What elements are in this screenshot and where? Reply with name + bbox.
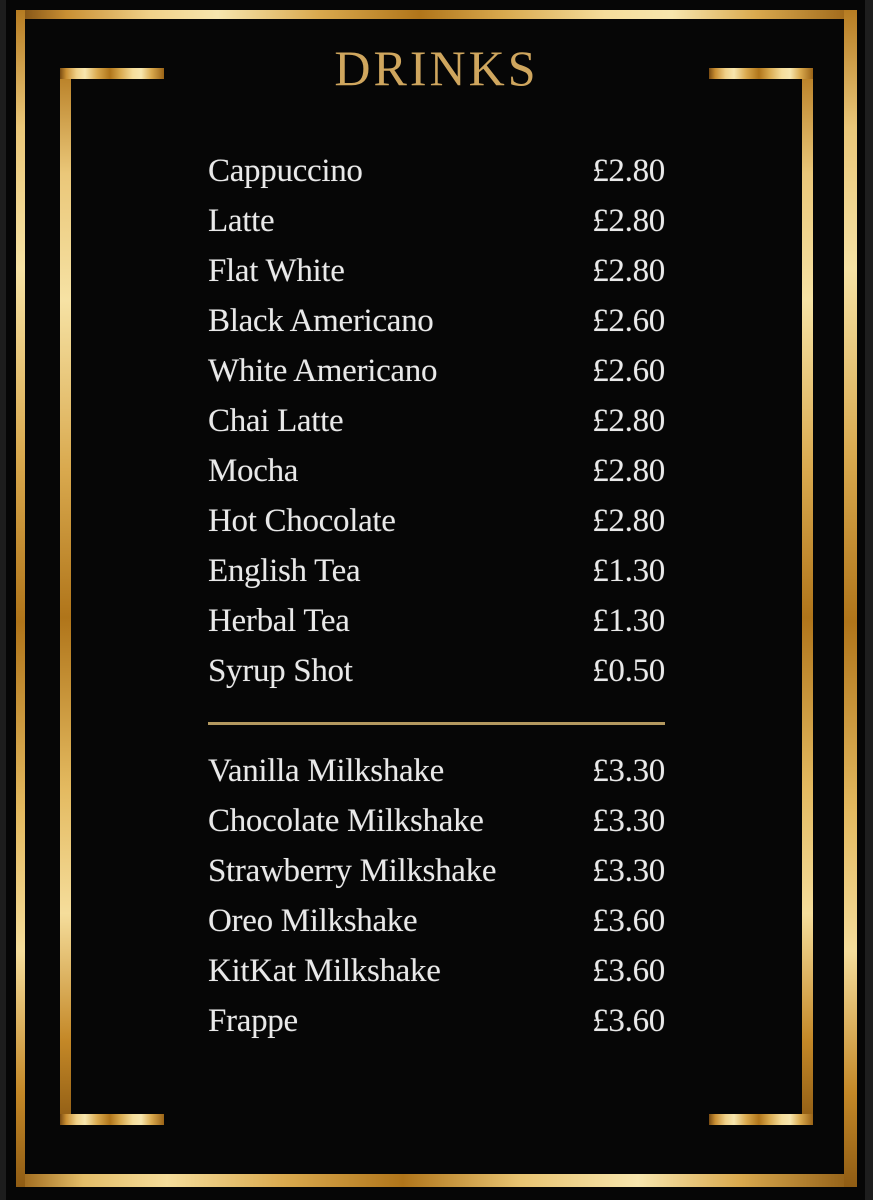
item-name: Strawberry Milkshake <box>208 852 497 889</box>
menu-item <box>208 596 665 646</box>
page-title: DRINKS <box>334 40 539 96</box>
item-price: £2.80 <box>592 452 665 489</box>
menu-item <box>208 896 665 946</box>
item-name: Cappuccino <box>208 152 363 189</box>
item-price: £2.80 <box>592 252 665 289</box>
menu-item <box>208 796 665 846</box>
outer-frame-bottom <box>16 1174 857 1187</box>
inner-bracket-left-vertical <box>60 68 71 1125</box>
item-price: £3.60 <box>592 952 665 989</box>
item-price: £2.80 <box>592 402 665 439</box>
item-price: £2.60 <box>592 352 665 389</box>
inner-bracket-right-vertical <box>802 68 813 1125</box>
item-price: £1.30 <box>592 552 665 589</box>
menu-item <box>208 846 665 896</box>
item-name: Oreo Milkshake <box>208 902 418 939</box>
item-price: £3.60 <box>592 902 665 939</box>
menu-item <box>208 746 665 796</box>
menu-item <box>208 396 665 446</box>
item-name: Herbal Tea <box>208 602 350 639</box>
item-name: Frappe <box>208 1002 298 1039</box>
item-name: Syrup Shot <box>208 652 353 689</box>
outer-frame-left <box>16 10 25 1187</box>
inner-bracket-bottom-left-arm <box>60 1114 164 1125</box>
item-price: £3.60 <box>592 1002 665 1039</box>
item-name: Mocha <box>208 452 299 489</box>
screen-edge-left <box>0 0 6 1200</box>
item-name: Latte <box>208 202 275 239</box>
item-name: Vanilla Milkshake <box>208 752 444 789</box>
item-name: Chai Latte <box>208 402 344 439</box>
menu-item <box>208 146 665 196</box>
item-name: KitKat Milkshake <box>208 952 441 989</box>
item-price: £3.30 <box>592 802 665 839</box>
screen-edge-right <box>865 0 873 1200</box>
item-price: £2.60 <box>592 302 665 339</box>
menu-section-hot-drinks <box>208 146 665 696</box>
item-price: £2.80 <box>592 202 665 239</box>
item-price: £3.30 <box>592 852 665 889</box>
item-name: White Americano <box>208 352 438 389</box>
item-price: £0.50 <box>592 652 665 689</box>
menu-item <box>208 246 665 296</box>
item-name: Flat White <box>208 252 345 289</box>
item-name: Hot Chocolate <box>208 502 396 539</box>
outer-frame-top <box>16 10 857 19</box>
menu-item <box>208 296 665 346</box>
inner-bracket-bottom-right-arm <box>709 1114 813 1125</box>
menu-section-milkshakes <box>208 746 665 1046</box>
item-price: £2.80 <box>592 502 665 539</box>
menu-item <box>208 996 665 1046</box>
menu-item <box>208 946 665 996</box>
menu-item <box>208 346 665 396</box>
menu-item <box>208 546 665 596</box>
menu-item <box>208 196 665 246</box>
menu-item <box>208 446 665 496</box>
menu-item <box>208 496 665 546</box>
item-price: £3.30 <box>592 752 665 789</box>
item-price: £1.30 <box>592 602 665 639</box>
item-name: English Tea <box>208 552 361 589</box>
item-price: £2.80 <box>592 152 665 189</box>
menu-item <box>208 646 665 696</box>
section-divider <box>208 722 665 725</box>
item-name: Chocolate Milkshake <box>208 802 484 839</box>
outer-frame-right <box>844 10 857 1187</box>
item-name: Black Americano <box>208 302 434 339</box>
